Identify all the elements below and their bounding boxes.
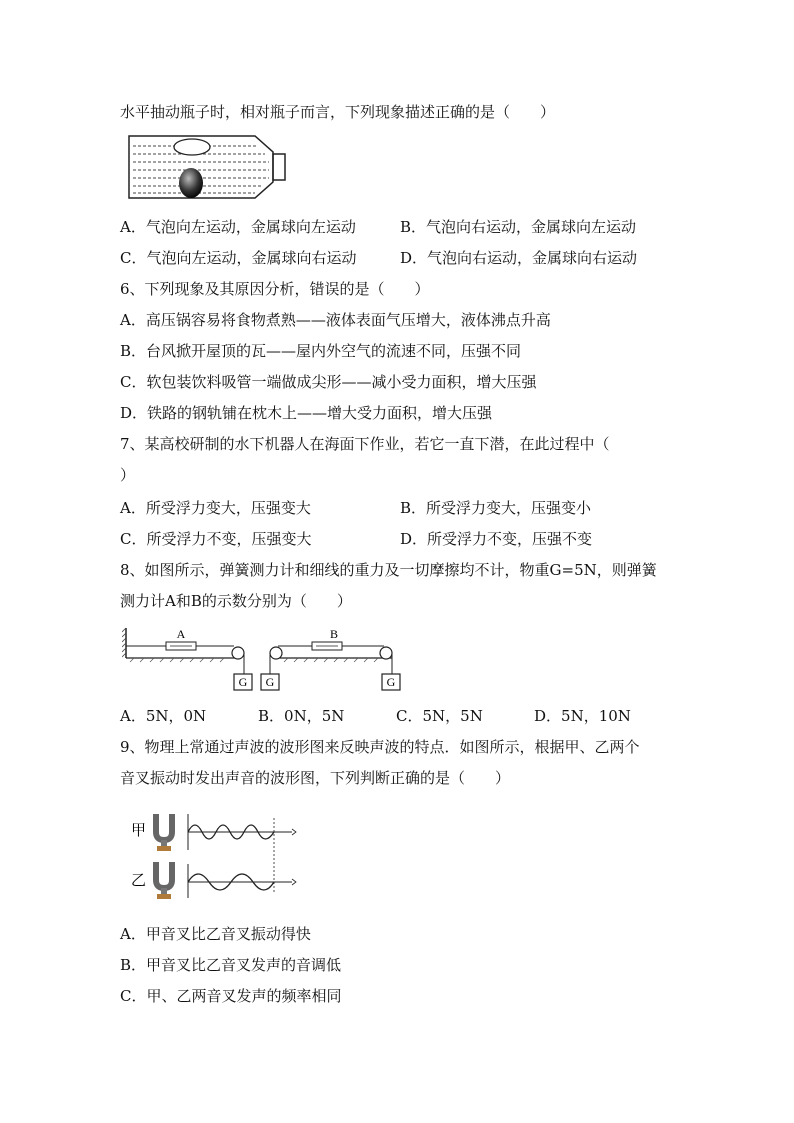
q5-option-a: A．气泡向左运动，金属球向左运动 — [120, 218, 356, 236]
q7-stem-line1: 7、某高校研制的水下机器人在海面下作业，若它一直下潜，在此过程中（ — [120, 435, 610, 453]
tuning-fork-jia-icon — [156, 814, 172, 851]
q5-option-b: B．气泡向右运动，金属球向左运动 — [400, 218, 637, 236]
bottle-figure — [125, 132, 295, 202]
q7-option-b: B．所受浮力变大，压强变小 — [400, 499, 592, 517]
q8-option-c: C．5N，5N — [396, 707, 483, 725]
weight-mid-label: G — [265, 675, 275, 689]
q8-option-b: B．0N，5N — [258, 707, 345, 725]
q7-option-a: A．所受浮力变大，压强变大 — [120, 499, 311, 517]
label-jia: 甲 — [131, 823, 147, 839]
q6-option-a: A．高压锅容易将食物煮熟——液体表面气压增大，液体沸点升高 — [120, 311, 551, 329]
spring-scale-figure — [122, 624, 412, 696]
q9-option-a: A．甲音叉比乙音叉振动得快 — [120, 925, 311, 943]
q8-stem-line1: 8、如图所示，弹簧测力计和细线的重力及一切摩擦均不计，物重G=5N，则弹簧 — [120, 561, 657, 579]
weight-right-label: G — [386, 675, 396, 689]
q6-option-d: D．铁路的钢轨铺在枕木上——增大受力面积，增大压强 — [120, 404, 493, 422]
q6-stem: 6、下列现象及其原因分析，错误的是（ ） — [120, 280, 430, 298]
tuning-fork-yi-icon — [156, 862, 172, 899]
metal-ball — [179, 168, 203, 198]
q7-option-c: C．所受浮力不变，压强变大 — [120, 530, 312, 548]
q5-option-d: D．气泡向右运动，金属球向右运动 — [400, 249, 638, 267]
scale-b-label: B — [329, 627, 339, 641]
q8-option-a: A．5N，0N — [120, 707, 207, 725]
label-yi: 乙 — [131, 873, 147, 889]
q6-option-c: C．软包装饮料吸管一端做成尖形——减小受力面积，增大压强 — [120, 373, 537, 391]
air-bubble — [174, 139, 210, 155]
q7-stem-line2: ） — [120, 466, 136, 484]
q7-option-d: D．所受浮力不变，压强不变 — [400, 530, 593, 548]
q5-option-c: C．气泡向左运动，金属球向右运动 — [120, 249, 357, 267]
q9-option-c: C．甲、乙两音叉发声的频率相同 — [120, 987, 342, 1005]
q5-stem: 水平抽动瓶子时，相对瓶子而言，下列现象描述正确的是（ ） — [120, 103, 556, 121]
weight-left-label: G — [238, 675, 248, 689]
q9-stem-line1: 9、物理上常通过声波的波形图来反映声波的特点．如图所示，根据甲、乙两个 — [120, 738, 640, 756]
q8-option-d: D．5N，10N — [534, 707, 631, 725]
tuning-fork-figure — [126, 808, 311, 904]
q9-option-b: B．甲音叉比乙音叉发声的音调低 — [120, 956, 342, 974]
q9-stem-line2: 音叉振动时发出声音的波形图，下列判断正确的是（ ） — [120, 769, 511, 787]
q8-stem-line2: 测力计A和B的示数分别为（ ） — [120, 592, 352, 610]
q6-option-b: B．台风掀开屋顶的瓦——屋内外空气的流速不同，压强不同 — [120, 342, 522, 360]
scale-a-label: A — [176, 627, 186, 641]
